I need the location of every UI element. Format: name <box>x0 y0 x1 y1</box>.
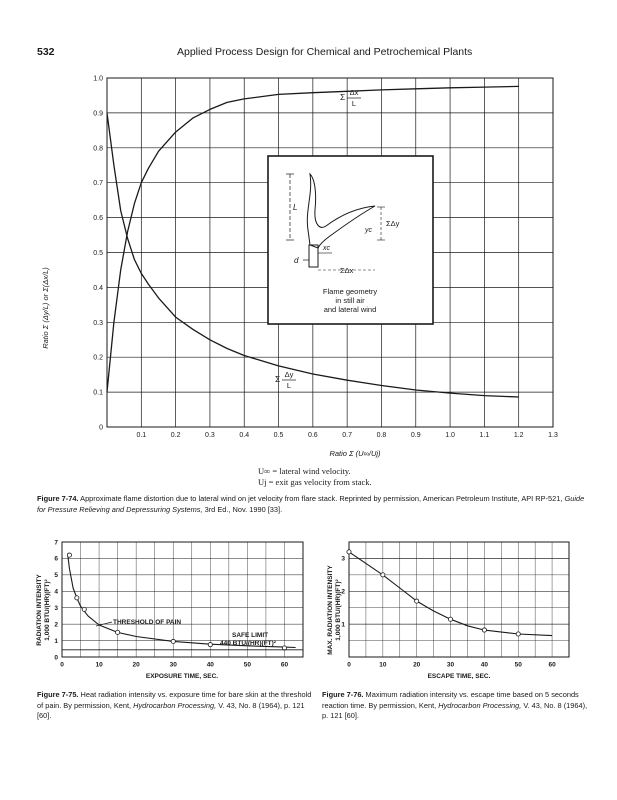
inset-caption-line: Flame geometry <box>322 287 378 296</box>
running-title: Applied Process Design for Chemical and Petrochemical Plants <box>177 46 473 58</box>
y-tick-label: 0.2 <box>93 354 103 362</box>
data-point <box>448 617 452 621</box>
y-tick-label: 3 <box>341 555 345 563</box>
y-tick-label: 0.8 <box>93 145 103 153</box>
x-axis-label: Ratio Σ (U∞/Uj) <box>329 449 381 458</box>
velocity-legend <box>258 466 372 488</box>
y-axis-label-line: MAX. RADIATION INTENSITY <box>327 565 334 655</box>
y-axis-label-line: RADIATION INTENSITY <box>36 574 43 646</box>
flame-geometry-inset <box>268 156 433 324</box>
x-tick-label: 0.4 <box>239 432 250 439</box>
y-axis-label: Ratio Σ (Δy/L) or Σ(Δx/L) <box>41 267 50 349</box>
y-tick-label: 0.3 <box>93 319 103 327</box>
y-tick-label: 6 <box>54 555 58 563</box>
y-tick-label: 4 <box>54 588 58 596</box>
figure-7-75-chart <box>32 532 317 682</box>
legend-line: Uj = exit gas velocity from stack. <box>258 477 372 487</box>
data-point <box>482 628 486 632</box>
y-tick-label: 5 <box>54 572 58 580</box>
data-point <box>208 643 212 647</box>
caption-label: Figure 7-76. <box>322 690 364 699</box>
inset-caption-line: and lateral wind <box>323 305 377 314</box>
y-tick-label: 1 <box>54 637 58 645</box>
x-tick-label: 10 <box>379 661 387 669</box>
series-label-dy <box>275 370 296 390</box>
x-tick-label: 0.7 <box>342 432 353 439</box>
label-xc: xc <box>323 245 330 252</box>
label-sum-dx: ΣΔx <box>340 266 354 275</box>
figure-7-74-chart <box>20 60 605 480</box>
x-tick-label: 0.6 <box>307 432 318 439</box>
safe-limit-value: 440 BTU/(HR)(FT)² <box>220 640 276 647</box>
sigma-label: Σ <box>340 92 346 102</box>
safe-limit-label: SAFE LIMIT <box>232 632 269 639</box>
caption-italic: Hydrocarbon Processing, <box>133 700 217 710</box>
caption-tail: 3rd Ed., Nov. 1990 [33]. <box>204 504 283 514</box>
figure-7-76-caption <box>322 690 592 722</box>
data-point <box>82 607 86 611</box>
caption-label: Figure 7-75. <box>37 690 79 699</box>
label-d: d <box>294 256 299 265</box>
caption-label: Figure 7-74. <box>37 494 79 503</box>
x-axis-label: EXPOSURE TIME, SEC. <box>145 673 219 680</box>
data-point <box>347 550 351 554</box>
data-point <box>171 639 175 643</box>
figure-7-75-caption <box>37 690 312 722</box>
inset-caption-line: in still air <box>335 296 365 305</box>
caption-text: Heat radiation intensity vs. exposure time for bare skin at the threshold of pain. By permission, Kent, <box>37 690 312 710</box>
label-yc: yc <box>365 227 372 234</box>
y-tick-label: 7 <box>54 539 58 547</box>
label-sum-dy: ΣΔy <box>386 219 400 228</box>
x-tick-label: 0.9 <box>410 432 421 439</box>
x-tick-label: 50 <box>243 661 252 669</box>
plot-frame <box>349 542 569 657</box>
y-axis-label-line: 1,000 BTU/(HR)(FT)² <box>44 579 51 641</box>
figure-7-76-chart <box>322 532 607 682</box>
y-tick-label: 2 <box>341 588 345 596</box>
figure-7-74-caption <box>37 494 590 515</box>
caption-tail: V. 43, No. 8 (1964), p. 121 [60]. <box>322 700 588 720</box>
sigma-label: Σ <box>275 374 281 384</box>
x-tick-label: 60 <box>548 661 556 669</box>
tick-labels <box>341 556 556 669</box>
x-tick-label: 1.3 <box>548 432 558 439</box>
caption-tail: V. 43, No. 8 (1964), p. 121 [60]. <box>37 700 305 720</box>
y-tick-label: 2 <box>54 621 58 629</box>
threshold-annotation: THRESHOLD OF PAIN <box>113 619 182 626</box>
y-tick-label: 0.9 <box>93 110 103 118</box>
data-point <box>75 596 79 600</box>
x-tick-label: 1.1 <box>479 432 490 439</box>
x-tick-label: 30 <box>169 661 177 669</box>
legend-line: U∞ = lateral wind velocity. <box>258 466 351 476</box>
caption-text: Maximum radiation intensity vs. escape time based on 5 seconds reaction time. By permission, Kent, <box>322 690 579 710</box>
y-tick-label: 1 <box>341 621 345 629</box>
x-tick-label: 60 <box>280 661 289 669</box>
x-tick-label: 20 <box>132 661 140 669</box>
y-tick-label: 0.6 <box>93 215 103 223</box>
data-point <box>381 573 385 577</box>
y-tick-label: 0.4 <box>93 284 103 292</box>
label-num: Δx <box>349 88 359 97</box>
y-axis-label-line: 1,000 BTU/(HR)(FT)² <box>335 579 342 641</box>
label-num: Δy <box>284 370 294 379</box>
caption-italic: Guide for Pressure Relieving and Depressuring Systems, <box>37 494 585 514</box>
data-point <box>67 553 71 557</box>
page-number: 532 <box>37 46 55 58</box>
x-tick-label: 0.3 <box>205 432 215 439</box>
x-tick-label: 1.2 <box>513 432 524 439</box>
caption-text: Approximate flame distortion due to lateral wind on jet velocity from flare stack. Reprinted by permission, American Petroleum Institute, API RP-521, <box>80 494 563 503</box>
y-tick-label: 0.1 <box>93 389 103 397</box>
y-tick-label: 0 <box>54 654 58 662</box>
x-tick-label: 0.1 <box>136 432 147 439</box>
x-tick-label: 0.2 <box>170 432 181 439</box>
x-tick-label: 0.8 <box>376 432 387 439</box>
x-tick-label: 10 <box>95 661 103 669</box>
axes <box>349 542 569 657</box>
x-tick-label: 20 <box>413 661 421 669</box>
y-tick-label: 0.7 <box>93 180 103 188</box>
data-point <box>116 630 120 634</box>
label-den: L <box>286 381 292 390</box>
x-tick-label: 30 <box>446 661 455 669</box>
label-den: L <box>351 99 357 108</box>
y-tick-label: 3 <box>54 604 58 612</box>
x-tick-label: 50 <box>514 661 522 669</box>
x-tick-label: 40 <box>480 661 489 669</box>
x-tick-label: 0 <box>60 661 64 669</box>
data-point <box>516 632 520 636</box>
x-tick-label: 0 <box>347 661 351 669</box>
y-tick-label: 1.0 <box>93 75 103 83</box>
data-point <box>415 599 419 603</box>
x-tick-label: 1.0 <box>445 432 455 439</box>
y-tick-label: 0.5 <box>93 249 103 257</box>
x-tick-label: 0.5 <box>273 432 284 439</box>
label-L: L <box>293 203 298 212</box>
grid-lines <box>349 542 569 657</box>
caption-italic: Hydrocarbon Processing, <box>438 700 522 710</box>
x-axis-label: ESCAPE TIME, SEC. <box>427 673 491 680</box>
x-tick-label: 40 <box>206 661 214 669</box>
y-tick-label: 0 <box>99 424 103 432</box>
